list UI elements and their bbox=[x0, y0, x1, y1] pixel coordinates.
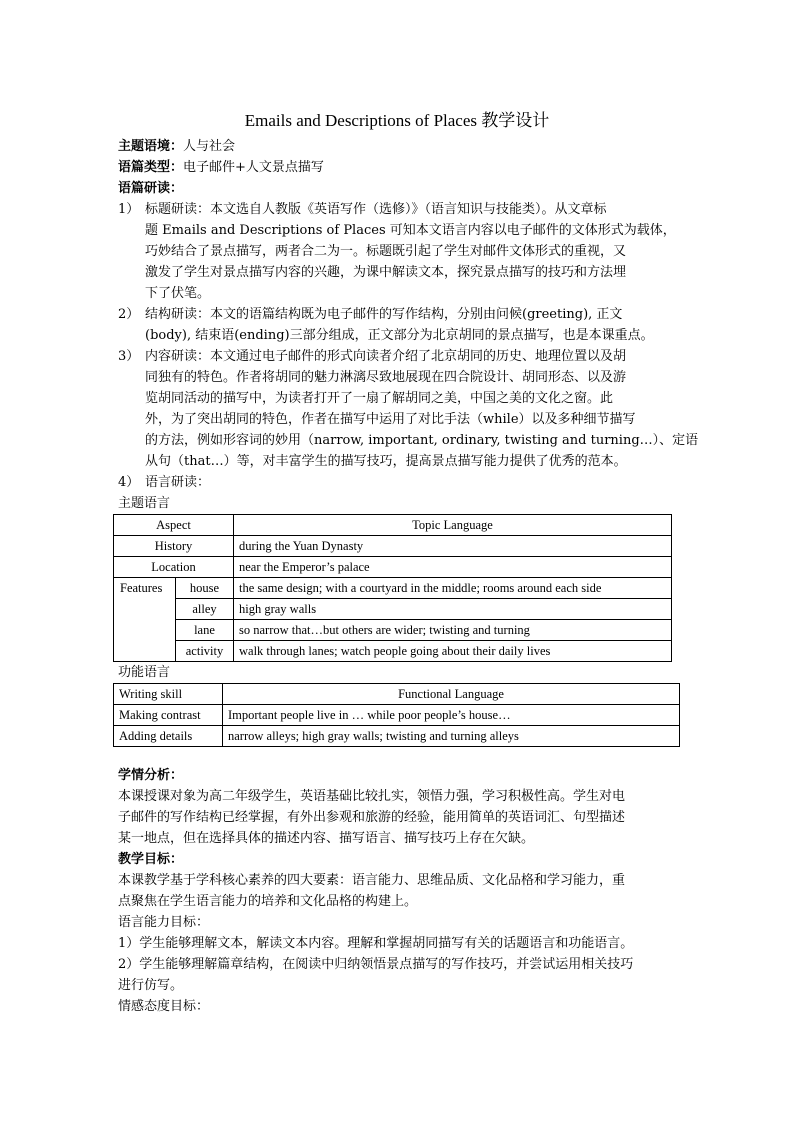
table-row bbox=[114, 726, 680, 747]
language-goal-label: 语言能力目标： bbox=[118, 915, 210, 930]
table-cell: alley bbox=[176, 599, 234, 620]
analysis-item-line: 标题研读：本文选自人教版《英语写作（选修）》（语言知识与技能类）。从文章标 bbox=[145, 202, 607, 217]
table-cell: walk through lanes; watch people going about their daily lives bbox=[234, 641, 672, 662]
paragraph-line: 某一地点，但在选择具体的描述内容、描写语言、描写技巧上存在欠缺。 bbox=[118, 831, 535, 846]
table-cell: lane bbox=[176, 620, 234, 641]
document-title: Emails and Descriptions of Places 教学设计 bbox=[244, 111, 550, 130]
analysis-item-line: 从句（that…）等，对丰富学生的描写技巧，提高景点描写能力提供了优秀的范本。 bbox=[145, 454, 627, 469]
text-type-label: 语篇类型： bbox=[118, 160, 184, 175]
table-row bbox=[114, 536, 672, 557]
functional-language-table bbox=[113, 683, 680, 747]
analysis-heading: 语篇研读： bbox=[118, 181, 184, 196]
paragraph-line: 1）学生能够理解文本，解读文本内容。理解和掌握胡同描写有关的话题语言和功能语言。 bbox=[118, 936, 634, 951]
table-header-cell: Functional Language bbox=[223, 684, 680, 705]
table-cell: high gray walls bbox=[234, 599, 672, 620]
analysis-item-line: 激发了学生对景点描写内容的兴趣，为课中解读文本，探究景点描写的技巧和方法埋 bbox=[145, 265, 627, 280]
analysis-item-line: 览胡同活动的描写中，为读者打开了一扇了解胡同之美，中国之美的文化之窗。此 bbox=[145, 391, 614, 406]
table-cell: house bbox=[176, 578, 234, 599]
paragraph-line: 本课授课对象为高二年级学生，英语基础比较扎实，领悟力强，学习积极性高。学生对电 bbox=[118, 789, 626, 804]
features-label-cell: Features bbox=[114, 578, 176, 662]
analysis-item-line: 的方法，例如形容词的妙用（narrow, important, ordinary, twisting and turning…）、定语 bbox=[145, 433, 699, 448]
table-cell: so narrow that…but others are wider; twisting and turning bbox=[234, 620, 672, 641]
analysis-item-text bbox=[145, 472, 680, 493]
table-row bbox=[114, 599, 672, 620]
analysis-item bbox=[118, 472, 680, 493]
analysis-item-text bbox=[145, 346, 698, 472]
analysis-item-line: 语言研读： bbox=[145, 475, 211, 490]
table-cell: Location bbox=[114, 557, 234, 578]
theme-context-value: 人与社会 bbox=[183, 139, 236, 154]
table-header-cell: Writing skill bbox=[114, 684, 223, 705]
table-cell: activity bbox=[176, 641, 234, 662]
analysis-item-number: 1） bbox=[118, 202, 140, 217]
table-row bbox=[114, 557, 672, 578]
paragraph-line: 2）学生能够理解篇章结构，在阅读中归纳领悟景点描写的写作技巧，并尝试运用相关技巧 bbox=[118, 957, 634, 972]
table-cell: near the Emperor’s palace bbox=[234, 557, 672, 578]
table-cell: Important people live in … while poor people’s house… bbox=[223, 705, 680, 726]
table-cell: narrow alleys; high gray walls; twisting and turning alleys bbox=[223, 726, 680, 747]
table-cell: Making contrast bbox=[114, 705, 223, 726]
table-cell: Adding details bbox=[114, 726, 223, 747]
document-body bbox=[118, 136, 699, 1017]
table-row bbox=[114, 578, 672, 599]
paragraph-line: 进行仿写。 bbox=[118, 978, 184, 993]
analysis-item-line: 外，为了突出胡同的特色，作者在描写中运用了对比手法（while）以及多种细节描写 bbox=[145, 412, 636, 427]
analysis-item-line: 同独有的特色。作者将胡同的魅力淋漓尽致地展现在四合院设计、胡同形态、以及游 bbox=[145, 370, 627, 385]
analysis-item bbox=[118, 346, 699, 472]
analysis-item-line: 结构研读：本文的语篇结构既为电子邮件的写作结构，分别由问候(greeting), 正文 bbox=[145, 307, 623, 322]
table-row bbox=[114, 641, 672, 662]
learner-analysis-heading: 学情分析： bbox=[118, 768, 184, 783]
table-header-row bbox=[114, 684, 680, 705]
text-type bbox=[118, 157, 680, 178]
functional-language-label: 功能语言 bbox=[118, 665, 171, 680]
analysis-list bbox=[118, 199, 699, 493]
table-cell: during the Yuan Dynasty bbox=[234, 536, 672, 557]
theme-context bbox=[118, 136, 680, 157]
analysis-item-text bbox=[145, 304, 680, 346]
paragraph-line: 点聚焦在学生语言能力的培养和文化品格的构建上。 bbox=[118, 894, 418, 909]
table-row bbox=[114, 705, 680, 726]
analysis-item-text bbox=[145, 199, 680, 304]
analysis-item-number: 3） bbox=[118, 349, 140, 364]
table-header-cell: Aspect bbox=[114, 515, 234, 536]
topic-language-label: 主题语言 bbox=[118, 496, 171, 511]
theme-context-label: 主题语境： bbox=[118, 139, 184, 154]
analysis-item bbox=[118, 304, 680, 346]
attitude-goal-label: 情感态度目标： bbox=[118, 999, 210, 1014]
table-cell: the same design; with a courtyard in the middle; rooms around each side bbox=[234, 578, 672, 599]
teaching-goals-heading: 教学目标： bbox=[118, 852, 184, 867]
analysis-item bbox=[118, 199, 680, 304]
table-header-row bbox=[114, 515, 672, 536]
analysis-item-number: 4） bbox=[118, 475, 140, 490]
analysis-item-number: 2） bbox=[118, 307, 140, 322]
table-row bbox=[114, 620, 672, 641]
paragraph-line: 子邮件的写作结构已经掌握，有外出参观和旅游的经验，能用简单的英语词汇、句型描述 bbox=[118, 810, 626, 825]
analysis-item-line: 题 Emails and Descriptions of Places 可知本文语言内容以电子邮件的文体形式为载体， bbox=[145, 223, 676, 238]
text-type-value: 电子邮件+人文景点描写 bbox=[183, 160, 324, 175]
paragraph-line: 本课教学基于学科核心素养的四大要素：语言能力、思维品质、文化品格和学习能力，重 bbox=[118, 873, 626, 888]
analysis-item-line: (body), 结束语(ending)三部分组成，正文部分为北京胡同的景点描写，也是本课重点。 bbox=[145, 328, 654, 343]
analysis-item-line: 下了伏笔。 bbox=[145, 286, 211, 301]
analysis-item-line: 巧妙结合了景点描写，两者合二为一。标题既引起了学生对邮件文体形式的重视，又 bbox=[145, 244, 627, 259]
analysis-item-line: 内容研读：本文通过电子邮件的形式向读者介绍了北京胡同的历史、地理位置以及胡 bbox=[145, 349, 627, 364]
table-cell: History bbox=[114, 536, 234, 557]
topic-language-table bbox=[113, 514, 672, 662]
table-header-cell: Topic Language bbox=[234, 515, 672, 536]
